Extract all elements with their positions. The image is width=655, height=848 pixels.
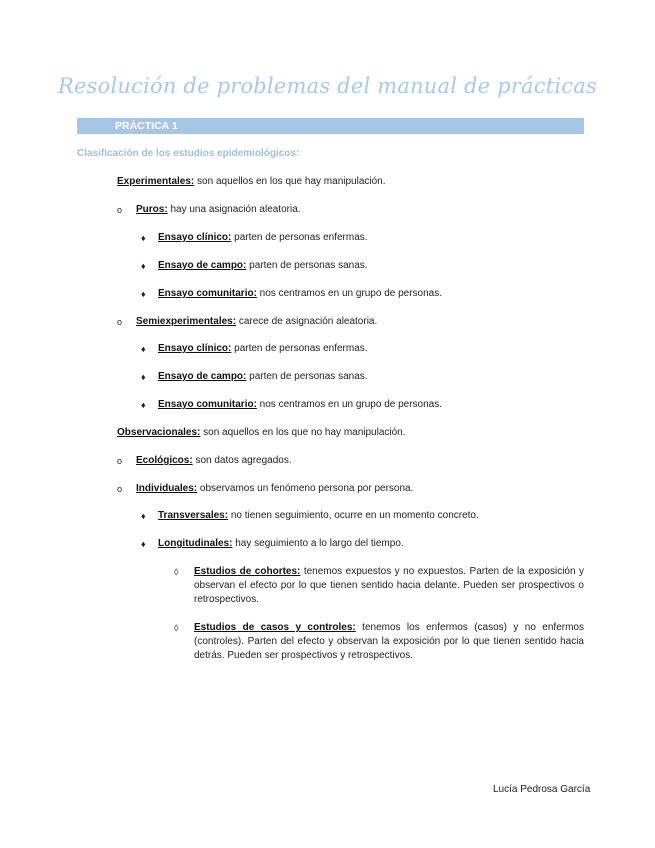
diamond-bullet: ♦ [141,344,146,354]
banner-label: PRÁCTICA 1 [115,120,178,132]
circle-bullet: o [117,205,123,215]
desc: parten de personas enfermas. [231,232,368,243]
ecologicos-line [136,454,292,468]
term: Individuales: [136,483,198,494]
semiexperimentales-line [136,315,377,329]
puros-line [136,203,301,217]
cohortes-paragraph [194,565,584,607]
diamond-bullet: ♦ [141,233,146,243]
desc: carece de asignación aleatoria. [236,316,378,327]
term: Ensayo clínico: [158,343,232,354]
open-diamond-bullet: ◊ [174,567,179,577]
diamond-bullet: ♦ [141,289,146,299]
desc: parten de personas sanas. [246,371,368,382]
desc: hay una asignación aleatoria. [167,204,301,215]
desc: nos centramos en un grupo de personas. [256,399,443,410]
desc: son aquellos en los que hay manipulación. [194,176,386,187]
term: Observacionales: [117,427,201,438]
open-diamond-bullet: ◊ [174,623,179,633]
experimentales-line [117,175,386,189]
ensayo-campo-line [158,370,368,384]
term: Semiexperimentales: [136,316,237,327]
diamond-bullet: ♦ [141,511,146,521]
observacionales-line [117,426,406,440]
longitudinales-line [158,537,404,551]
desc: tenemos expuestos y no expuestos. Parten de la exposición y observan el efecto por lo que tienen sentido hacia delante. Pueden ser prospectivos o retrospectivos. [194,566,584,605]
term: Transversales: [158,510,229,521]
author-footer: Lucía Pedrosa García [493,784,591,795]
ensayo-comunitario-line [158,398,442,412]
term: Ensayo comunitario: [158,399,257,410]
term: Ecológicos: [136,455,193,466]
term: Puros: [136,204,168,215]
transversales-line [158,509,479,523]
desc: parten de personas enfermas. [231,343,368,354]
desc: son aquellos en los que no hay manipulación. [200,427,406,438]
term: Longitudinales: [158,538,233,549]
term: Ensayo comunitario: [158,288,257,299]
desc: son datos agregados. [192,455,292,466]
diamond-bullet: ♦ [141,539,146,549]
term: Ensayo clínico: [158,232,232,243]
circle-bullet: o [117,484,123,494]
desc: no tienen seguimiento, ocurre en un momento concreto. [228,510,479,521]
diamond-bullet: ♦ [141,261,146,271]
ensayo-clinico-line [158,231,368,245]
section-banner [77,118,584,134]
desc: hay seguimiento a lo largo del tiempo. [232,538,404,549]
circle-bullet: o [117,317,123,327]
term: Experimentales: [117,176,195,187]
desc: tenemos los enfermos (casos) y no enfermos (controles). Parten del efecto y observan la exposición por lo que tienen sentido hacia detrás. Pueden ser prospectivos y retrospectivos. [194,622,584,661]
casos-controles-paragraph [194,621,584,663]
ensayo-campo-line [158,259,368,273]
ensayo-clinico-line [158,342,368,356]
individuales-line [136,482,413,496]
term: Ensayo de campo: [158,260,247,271]
desc: nos centramos en un grupo de personas. [256,288,443,299]
circle-bullet: o [117,456,123,466]
desc: observamos un fenómeno persona por persona. [197,483,414,494]
desc: parten de personas sanas. [246,260,368,271]
diamond-bullet: ♦ [141,372,146,382]
subheading: Clasificación de los estudios epidemiológicos: [77,148,300,159]
term: Estudios de cohortes: [194,566,301,577]
term: Ensayo de campo: [158,371,247,382]
term: Estudios de casos y controles: [194,622,356,633]
diamond-bullet: ♦ [141,400,146,410]
ensayo-comunitario-line [158,287,442,301]
page-title: Resolución de problemas del manual de prácticas [58,74,597,98]
